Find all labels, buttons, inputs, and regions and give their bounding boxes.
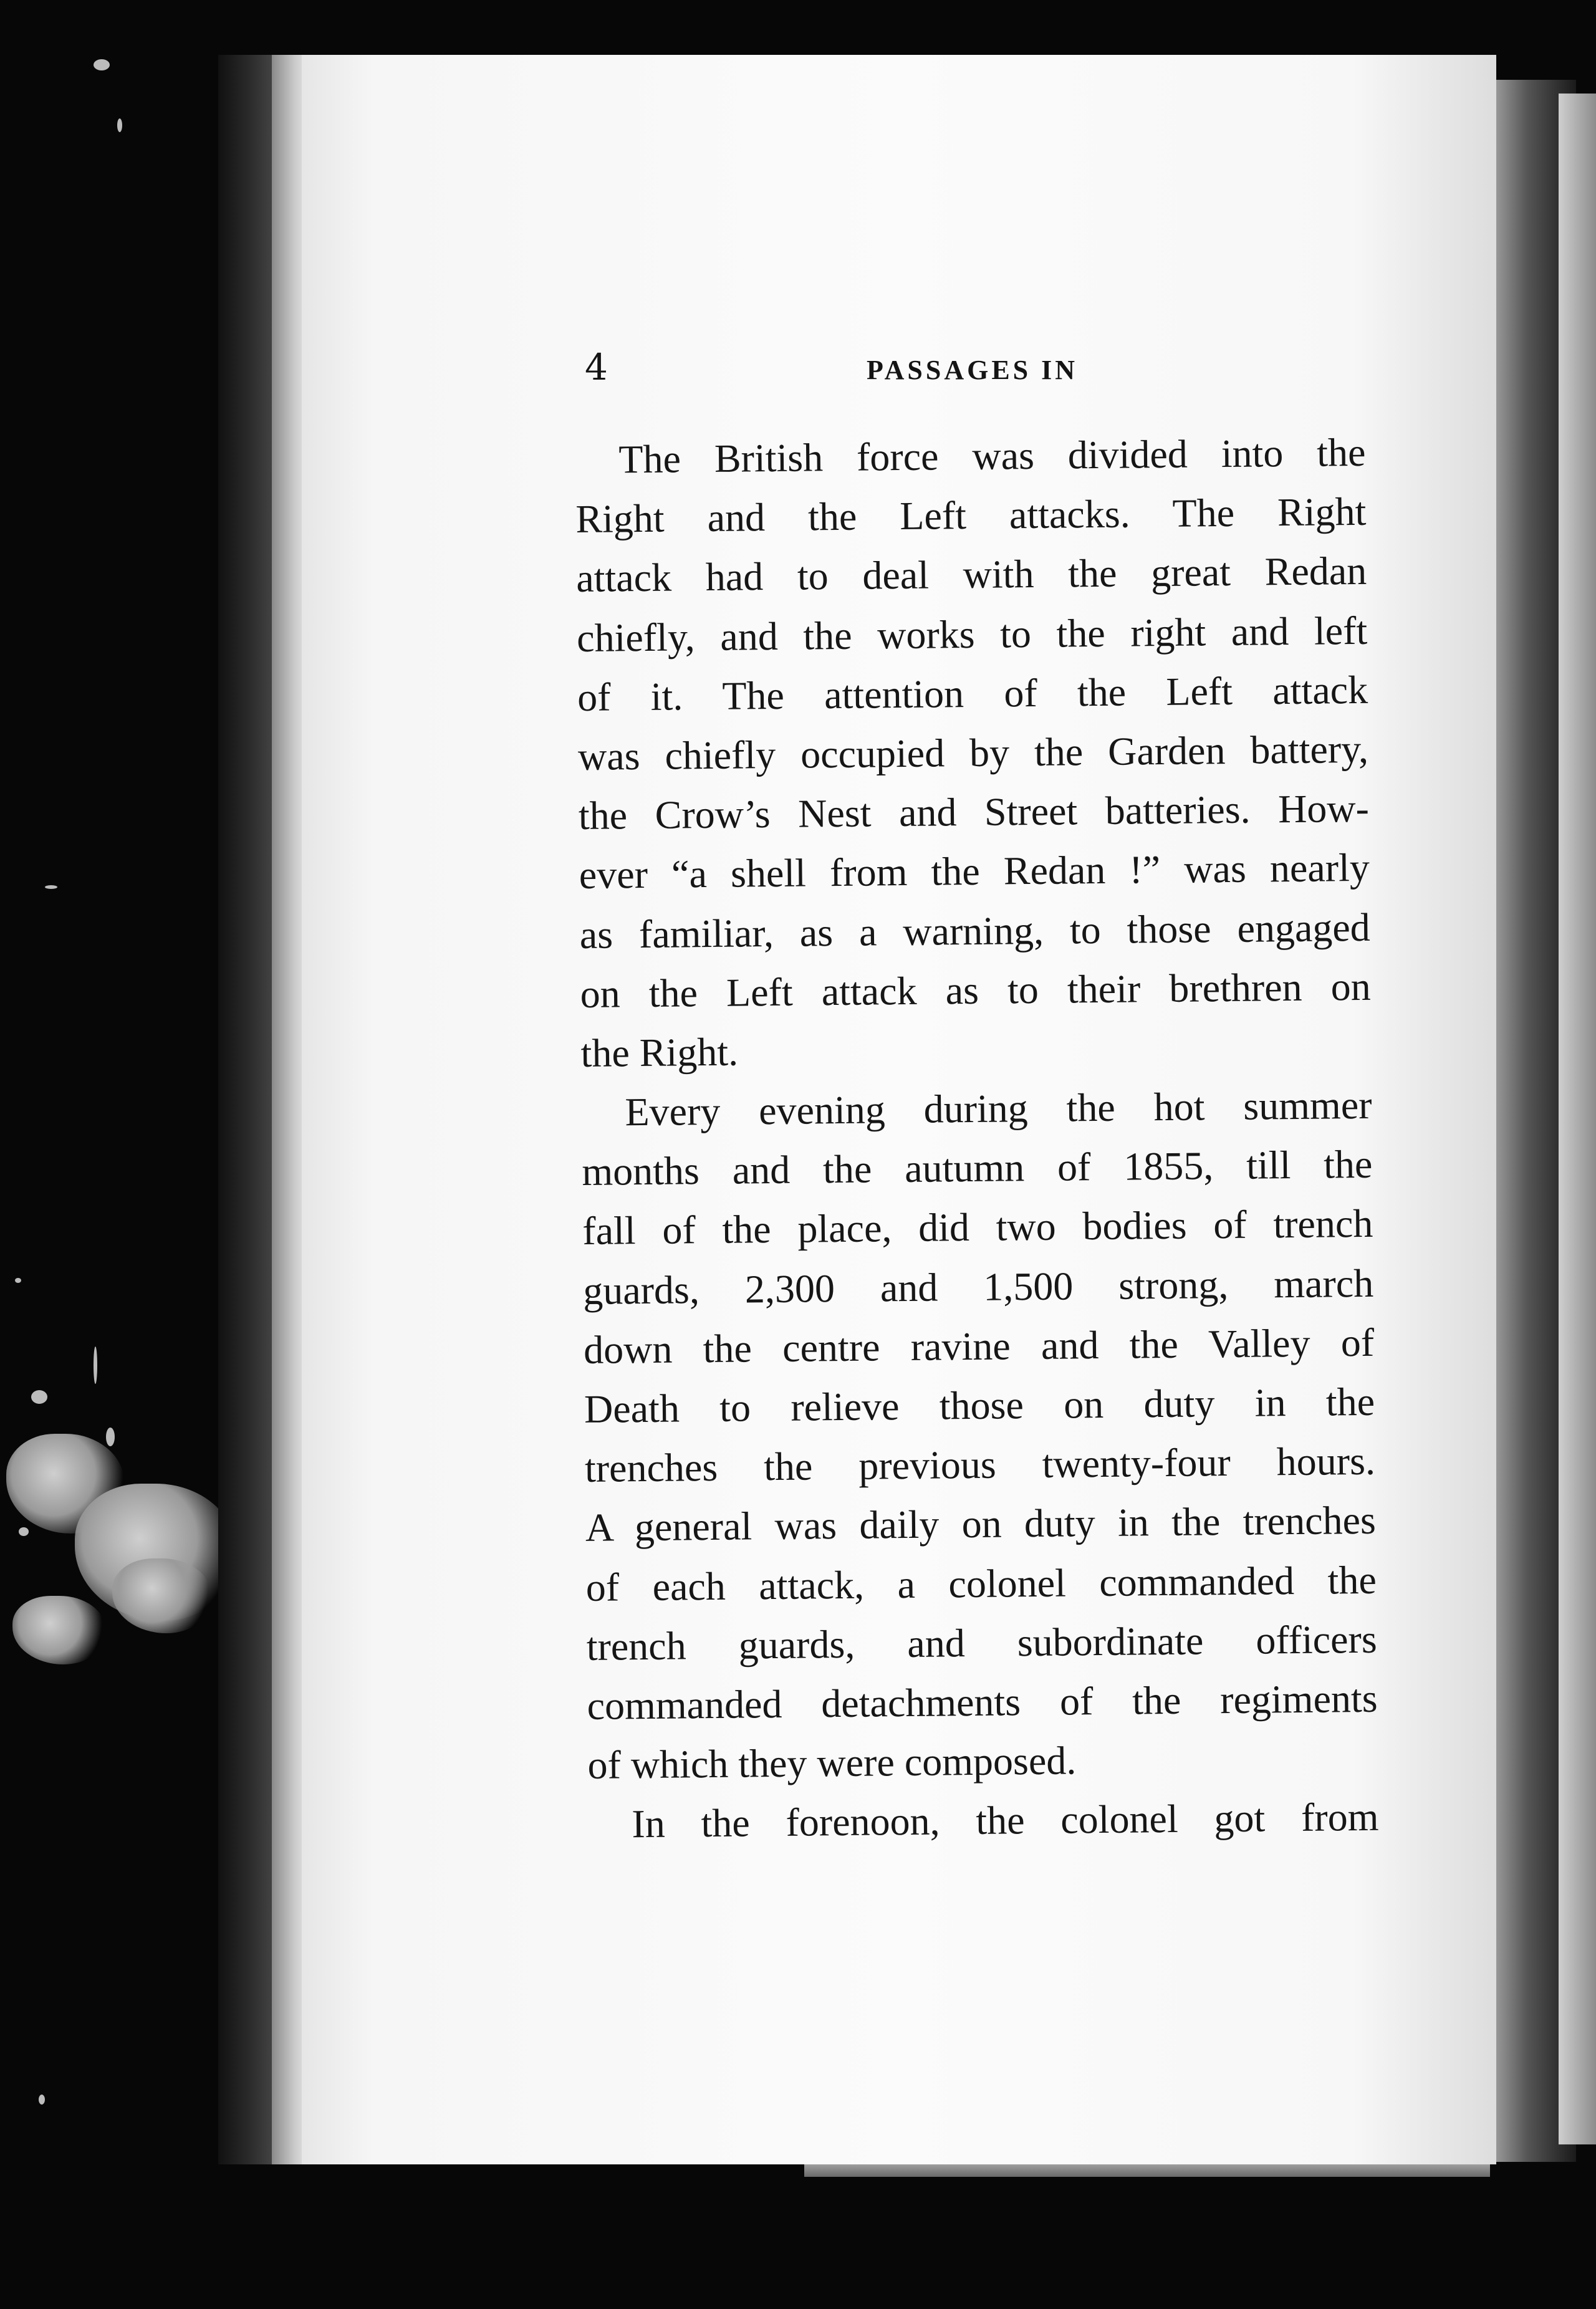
margin-stain xyxy=(112,1558,212,1633)
text-line: ever “a shell from the Redan !” was nearly xyxy=(579,845,1370,898)
margin-speck xyxy=(94,59,110,70)
text-line: months and the autumn of 1855, till the xyxy=(582,1142,1373,1194)
text-line: attack had to deal with the great Redan xyxy=(575,549,1367,601)
text-line: Every evening during the hot summer xyxy=(625,1082,1372,1135)
margin-speck xyxy=(31,1390,47,1404)
text-line: the Right. xyxy=(580,1029,739,1075)
margin-speck xyxy=(15,1278,21,1283)
text-line: fall of the place, did two bodies of trench xyxy=(582,1201,1373,1254)
text-line: The British force was divided into the xyxy=(618,430,1366,482)
text-line: Death to relieve those on duty in the xyxy=(584,1379,1375,1431)
next-page-edge xyxy=(1559,94,1596,2144)
page-number: 4 xyxy=(585,346,608,388)
text-line: trenches the previous twenty-four hours. xyxy=(584,1438,1376,1491)
text-line: commanded detachments of the regiments xyxy=(587,1676,1378,1728)
margin-speck xyxy=(94,1347,97,1384)
margin-speck xyxy=(45,885,57,889)
margin-speck xyxy=(117,118,122,132)
text-line: of it. The attention of the Left attack xyxy=(577,667,1368,719)
margin-speck xyxy=(106,1428,115,1446)
text-line: on the Left attack as to their brethren on xyxy=(580,964,1371,1016)
margin-speck xyxy=(19,1527,29,1536)
text-line: as familiar, as a warning, to those engaged xyxy=(579,905,1371,957)
text-line: of which they were composed. xyxy=(587,1738,1077,1788)
text-line: Right and the Left attacks. The Right xyxy=(575,489,1367,542)
text-line: chiefly, and the works to the right and left xyxy=(576,608,1368,660)
running-head: PASSAGES IN xyxy=(867,355,1079,385)
text-line: down the centre ravine and the Valley of xyxy=(583,1320,1375,1372)
margin-speck xyxy=(39,2095,45,2105)
text-line: guards, 2,300 and 1,500 strong, march xyxy=(582,1260,1374,1313)
text-line: In the forenoon, the colonel got from xyxy=(632,1795,1379,1846)
text-line: A general was daily on duty in the trenches xyxy=(585,1498,1377,1550)
text-line: trench guards, and subordinate officers xyxy=(586,1616,1378,1669)
body-text xyxy=(575,423,1379,1855)
text-line: was chiefly occupied by the Garden battery, xyxy=(577,726,1369,779)
text-line: of each attack, a colonel commanded the xyxy=(585,1557,1377,1610)
margin-stain xyxy=(12,1596,106,1664)
text-line: the Crow’s Nest and Street batteries. How- xyxy=(578,785,1370,838)
